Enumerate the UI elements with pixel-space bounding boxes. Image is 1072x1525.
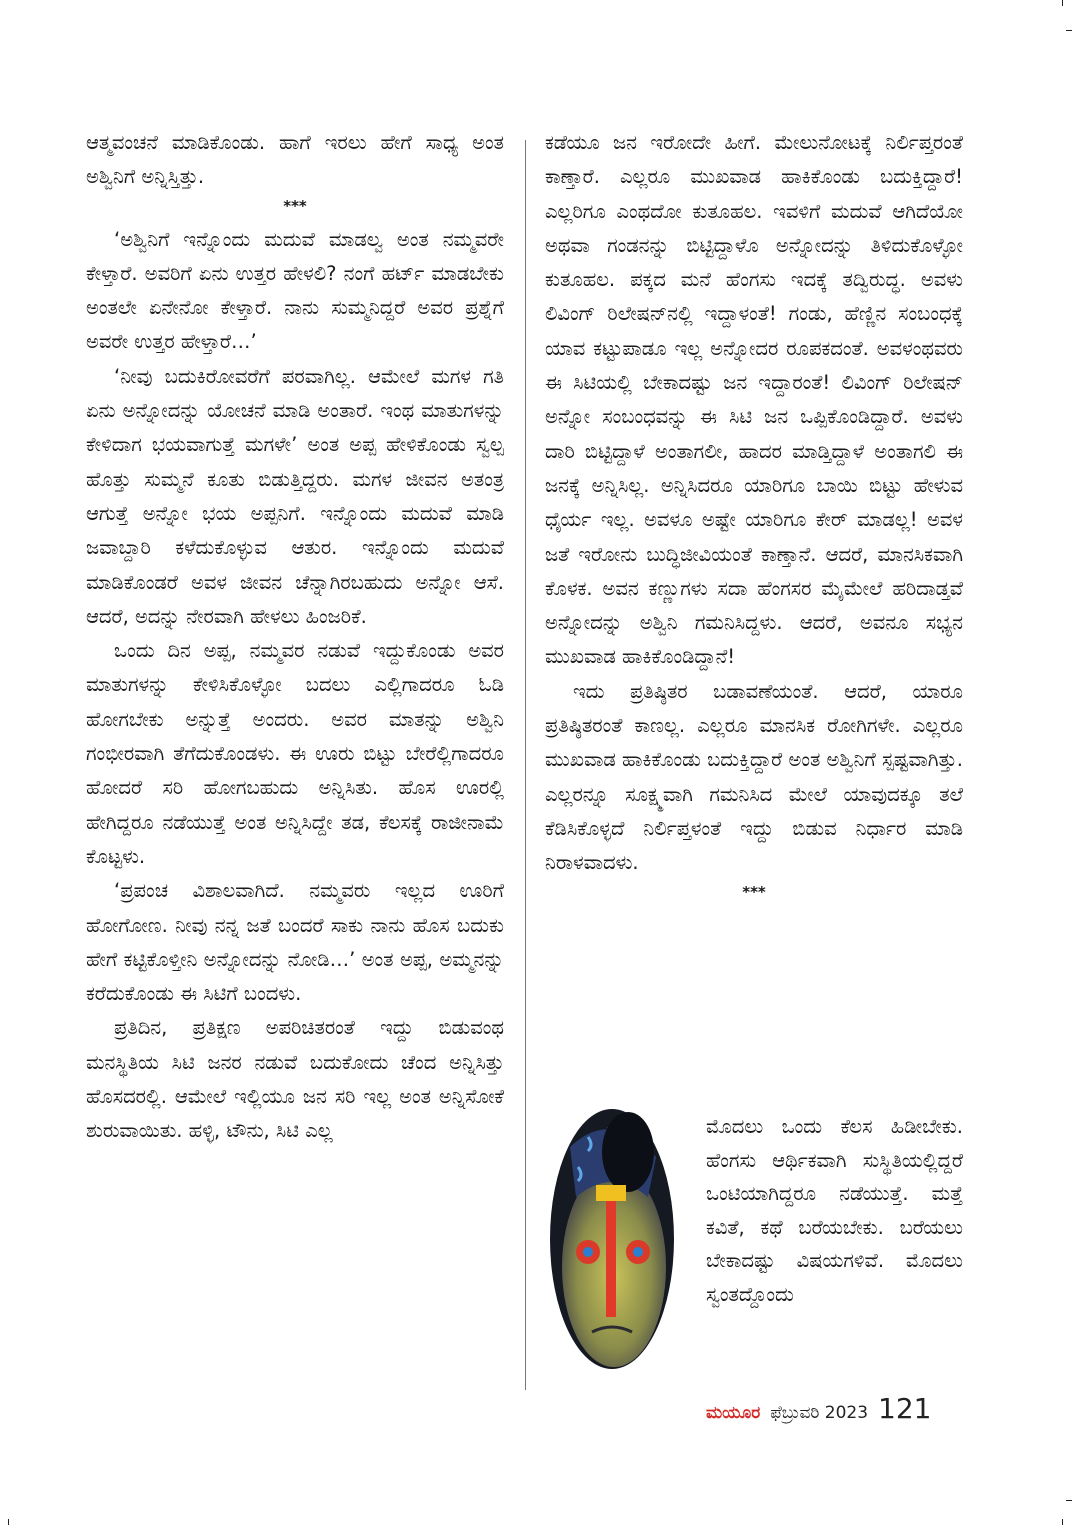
page-footer — [706, 1392, 931, 1432]
paragraph: ಆತ್ಮವಂಚನೆ ಮಾಡಿಕೊಂಡು. ಹಾಗೆ ಇರಲು ಹೇಗೆ ಸಾಧ್ಯ ಅಂತ ಅಶ್ವಿನಿಗೆ ಅನ್ನಿಸ್ತಿತ್ತು. — [86, 131, 504, 189]
page-number: 121 — [878, 1392, 932, 1425]
crop-mark-bottom-right-h — [1066, 1500, 1072, 1501]
paragraph: ಪ್ರತಿದಿನ, ಪ್ರತಿಕ್ಷಣ ಅಪರಿಚಿತರಂತೆ ಇದ್ದು ಬಿಡುವಂಥ ಮನಸ್ಥಿತಿಯ ಸಿಟಿ ಜನರ ನಡುವೆ ಬದುಕೋದು ಚೆಂದ ಅನ್ನಿಸಿತ್ತು ಹೊಸದರಲ್ಲಿ. ಆಮೇಲೆ ಇಲ್ಲಿಯೂ ಜನ ಸರಿ ಇಲ್ಲ ಅಂತ ಅನ್ನಿಸೋಕೆ ಶುರುವಾಯಿತು. ಹಳ್ಳಿ, ಟೌನು, ಸಿಟಿ ಎಲ್ಲ — [86, 1016, 504, 1143]
left-column — [86, 126, 504, 1149]
paragraph: ಇದು ಪ್ರತಿಷ್ಠಿತರ ಬಡಾವಣೆಯಂತೆ. ಆದರೆ, ಯಾರೂ ಪ್ರತಿಷ್ಠಿತರಂತೆ ಕಾಣಲ್ಲ. ಎಲ್ಲರೂ ಮಾನಸಿಕ ರೋಗಿಗಳೇ. ಎಲ್ಲರೂ ಮುಖವಾಡ ಹಾಕಿಕೊಂಡು ಬದುಕ್ತಿದ್ದಾರೆ ಅಂತ ಅಶ್ವಿನಿಗೆ ಸ್ಪಷ್ಟವಾಗಿತ್ತು. ಎಲ್ಲರನ್ನೂ ಸೂಕ್ಷ್ಮವಾಗಿ ಗಮನಿಸಿದ ಮೇಲೆ ಯಾವುದಕ್ಕೂ ತಲೆ ಕೆಡಿಸಿಕೊಳ್ಳದೆ ನಿರ್ಲಿಪ್ತಳಂತೆ ಇದ್ದು ಬಿಡುವ ನಿರ್ಧಾರ ಮಾಡಿ ನಿರಾಳವಾದಳು. — [545, 679, 963, 875]
paragraph: ‘ಅಶ್ವಿನಿಗೆ ಇನ್ನೊಂದು ಮದುವೆ ಮಾಡಲ್ವ ಅಂತ ನಮ್ಮವರೇ ಕೇಳ್ತಾರೆ. ಅವರಿಗೆ ಏನು ಉತ್ತರ ಹೇಳಲಿ? ನಂಗೆ ಹರ್ಟ್ ಮಾಡಬೇಕು ಅಂತಲೇ ಏನೇನೋ ಕೇಳ್ತಾರೆ. ನಾನು ಸುಮ್ಮನಿದ್ದರೆ ಅವರ ಪ್ರಶ್ನೆಗೆ ಅವರೇ ಉತ್ತರ ಹೇಳ್ತಾರೆ…’ — [86, 227, 504, 354]
crop-mark-top-right — [1062, 0, 1063, 6]
magazine-name: ಮಯೂರ — [706, 1403, 761, 1423]
crop-mark-bottom-left — [8, 1519, 9, 1525]
paragraph-beside-image: ಮೊದಲು ಒಂದು ಕೆಲಸ ಹಿಡೀಬೇಕು. ಹೆಂಗಸು ಆರ್ಥಿಕವಾಗಿ ಸುಸ್ಥಿತಿಯಲ್ಲಿದ್ದರೆ ಒಂಟಿಯಾಗಿದ್ದರೂ ನಡೆಯುತ್ತೆ. ಮತ್ತೆ ಕವಿತೆ, ಕಥೆ ಬರೆಯಬೇಕು. ಬರೆಯಲು ಬೇಕಾದಷ್ಟು ವಿಷಯಗಳಿವೆ. ಮೊದಲು ಸ್ವಂತದ್ದೊಂದು — [706, 1115, 963, 1306]
column-divider — [525, 140, 526, 1390]
paragraph: ‘ನೀವು ಬದುಕಿರೋವರೆಗೆ ಪರವಾಗಿಲ್ಲ. ಆಮೇಲೆ ಮಗಳ ಗತಿ ಏನು ಅನ್ನೋದನ್ನು ಯೋಚನೆ ಮಾಡಿ ಅಂತಾರೆ. ಇಂಥ ಮಾತುಗಳನ್ನು ಕೇಳಿದಾಗ ಭಯವಾಗುತ್ತೆ ಮಗಳೇ’ ಅಂತ ಅಪ್ಪ ಹೇಳಿಕೊಂಡು ಸ್ವಲ್ಪ ಹೊತ್ತು ಸುಮ್ಮನೆ ಕೂತು ಬಿಡುತ್ತಿದ್ದರು. ಮಗಳ ಜೀವನ ಅತಂತ್ರ ಆಗುತ್ತೆ ಅನ್ನೋ ಭಯ ಅಪ್ಪನಿಗೆ. ಇನ್ನೊಂದು ಮದುವೆ ಮಾಡಿ ಜವಾಬ್ದಾರಿ ಕಳೆದುಕೊಳ್ಳುವ ಆತುರ. ಇನ್ನೊಂದು ಮದುವೆ ಮಾಡಿಕೊಂಡರೆ ಅವಳ ಜೀವನ ಚೆನ್ನಾಗಿರಬಹುದು ಅನ್ನೋ ಆಸೆ. ಆದರೆ, ಅದನ್ನು ನೇರವಾಗಿ ಹೇಳಲು ಹಿಂಜರಿಕೆ. — [86, 364, 504, 628]
paragraph: ಒಂದು ದಿನ ಅಪ್ಪ, ನಮ್ಮವರ ನಡುವೆ ಇದ್ದುಕೊಂಡು ಅವರ ಮಾತುಗಳನ್ನು ಕೇಳಿಸಿಕೊಳ್ಳೋ ಬದಲು ಎಲ್ಲಿಗಾದರೂ ಓಡಿ ಹೋಗಬೇಕು ಅನ್ನುತ್ತೆ ಅಂದರು. ಅವರ ಮಾತನ್ನು ಅಶ್ವಿನಿ ಗಂಭೀರವಾಗಿ ತೆಗೆದುಕೊಂಡಳು. ಈ ಊರು ಬಿಟ್ಟು ಬೇರೆಲ್ಲಿಗಾದರೂ ಹೋದರೆ ಸರಿ ಹೋಗಬಹುದು ಅನ್ನಿಸಿತು. ಹೊಸ ಊರಲ್ಲಿ ಹೇಗಿದ್ದರೂ ನಡೆಯುತ್ತೆ ಅಂತ ಅನ್ನಿಸಿದ್ದೇ ತಡ, ಕೆಲಸಕ್ಕೆ ರಾಜೀನಾಮೆ ಕೊಟ್ಟಳು. — [86, 639, 504, 868]
crop-mark-bottom-right — [1062, 1519, 1063, 1525]
section-separator: *** — [283, 196, 307, 215]
paragraph: ‘ಪ್ರಪಂಚ ವಿಶಾಲವಾಗಿದೆ. ನಮ್ಮವರು ಇಲ್ಲದ ಊರಿಗೆ ಹೋಗೋಣ. ನೀವು ನನ್ನ ಜತೆ ಬಂದರೆ ಸಾಕು ನಾನು ಹೊಸ ಬದುಕು ಹೇಗೆ ಕಟ್ಟಿಕೊಳ್ತೀನಿ ಅನ್ನೋದನ್ನು ನೋಡಿ…’ ಅಂತ ಅಪ್ಪ, ಅಮ್ಮನನ್ನು ಕರೆದುಕೊಂಡು ಈ ಸಿಟಿಗೆ ಬಂದಳು. — [86, 879, 504, 1006]
crop-mark-top-right-h — [1066, 30, 1072, 31]
section-separator: *** — [742, 882, 766, 901]
face-mask-illustration — [548, 1107, 676, 1372]
issue-date: ಫೆಬ್ರುವರಿ 2023 — [770, 1403, 869, 1423]
paragraph: ಕಡೆಯೂ ಜನ ಇರೋದೇ ಹೀಗೆ. ಮೇಲುನೋಟಕ್ಕೆ ನಿರ್ಲಿಪ್ತರಂತೆ ಕಾಣ್ತಾರೆ. ಎಲ್ಲರೂ ಮುಖವಾಡ ಹಾಕಿಕೊಂಡು ಬದುಕ್ತಿದ್ದಾರೆ! ಎಲ್ಲರಿಗೂ ಎಂಥದೋ ಕುತೂಹಲ. ಇವಳಿಗೆ ಮದುವೆ ಆಗಿದೆಯೋ ಅಥವಾ ಗಂಡನನ್ನು ಬಿಟ್ಟಿದ್ದಾಳೊ ಅನ್ನೋದನ್ನು ತಿಳಿದುಕೊಳ್ಳೋ ಕುತೂಹಲ. ಪಕ್ಕದ ಮನೆ ಹೆಂಗಸು ಇದಕ್ಕೆ ತದ್ವಿರುದ್ಧ. ಅವಳು ಲಿವಿಂಗ್ ರಿಲೇಷನ್‌ನಲ್ಲಿ ಇದ್ದಾಳಂತೆ! ಗಂಡು, ಹೆಣ್ಣಿನ ಸಂಬಂಧಕ್ಕೆ ಯಾವ ಕಟ್ಟುಪಾಡೂ ಇಲ್ಲ ಅನ್ನೋದರ ರೂಪಕದಂತೆ. ಅವಳಂಥವರು ಈ ಸಿಟಿಯಲ್ಲಿ ಬೇಕಾದಷ್ಟು ಜನ ಇದ್ದಾರಂತೆ! ಲಿವಿಂಗ್ ರಿಲೇಷನ್ ಅನ್ನೋ ಸಂಬಂಧವನ್ನು ಈ ಸಿಟಿ ಜನ ಒಪ್ಪಿಕೊಂಡಿದ್ದಾರೆ. ಅವಳು ದಾರಿ ಬಿಟ್ಟಿದ್ದಾಳೆ ಅಂತಾಗಲೀ, ಹಾದರ ಮಾಡ್ತಿದ್ದಾಳೆ ಅಂತಾಗಲಿ ಈ ಜನಕ್ಕೆ ಅನ್ನಿಸಿಲ್ಲ. ಅನ್ನಿಸಿದರೂ ಯಾರಿಗೂ ಬಾಯಿ ಬಿಟ್ಟು ಹೇಳುವ ಧೈರ್ಯ ಇಲ್ಲ. ಅವಳೂ ಅಷ್ಟೇ ಯಾರಿಗೂ ಕೇರ್ ಮಾಡಲ್ಲ! ಅವಳ ಜತೆ ಇರೋನು ಬುದ್ಧಿಜೀವಿಯಂತೆ ಕಾಣ್ತಾನೆ. ಆದರೆ, ಮಾನಸಿಕವಾಗಿ ಕೊಳಕ. ಅವನ ಕಣ್ಣುಗಳು ಸದಾ ಹೆಂಗಸರ ಮೈಮೇಲೆ ಹರಿದಾಡ್ತವೆ ಅನ್ನೋದನ್ನು ಅಶ್ವಿನಿ ಗಮನಿಸಿದ್ದಳು. ಆದರೆ, ಅವನೂ ಸಭ್ಯನ ಮುಖವಾಡ ಹಾಕಿಕೊಂಡಿದ್ದಾನೆ! — [545, 131, 963, 669]
right-column — [545, 126, 963, 909]
